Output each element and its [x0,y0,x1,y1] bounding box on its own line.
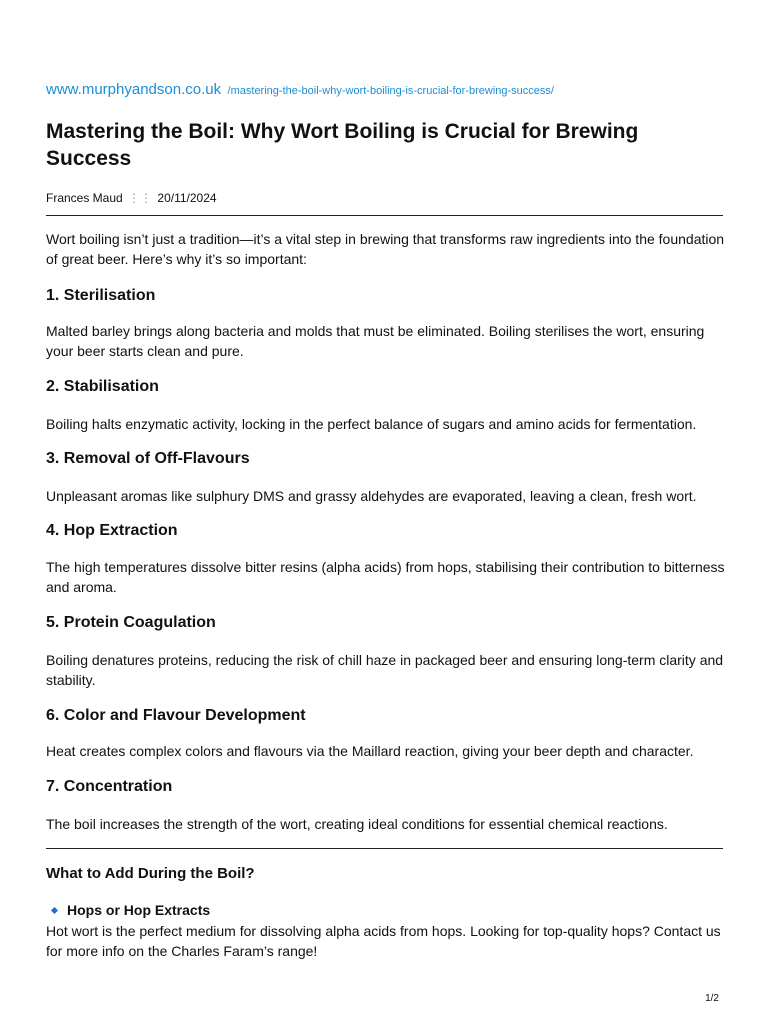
diamond-bullet-icon [51,907,58,914]
section-heading: 5. Protein Coagulation [46,614,216,631]
section-heading: 3. Removal of Off-Flavours [46,450,250,467]
url-path-link[interactable]: /mastering-the-boil-why-wort-boiling-is-crucial-for-brewing-success/ [227,85,554,97]
section-body: Boiling denatures proteins, reducing the risk of chill haze in packaged beer and ensuring long-term clarity and stability. [46,652,724,688]
section-heading: 7. Concentration [46,778,173,795]
add-during-boil-heading: What to Add During the Boil? [46,865,255,882]
publish-date: 20/11/2024 [157,191,217,205]
intro-paragraph: Wort boiling isn’t just a tradition—it’s a vital step in brewing that transforms raw ingredients into the foundation of great beer. Here’s why it’s so important: [46,231,725,267]
page-number: 1/2 [705,993,719,1004]
bullet-item-title [46,900,210,920]
byline-separator-icon: ⋮⋮ [128,191,153,205]
section-body: Malted barley brings along bacteria and molds that must be eliminated. Boiling sterilises the wort, ensuring your beer starts clean and pure. [46,323,705,359]
section-body: Heat creates complex colors and flavours via the Maillard reaction, giving your beer depth and character. [46,743,694,759]
section-divider [46,848,723,849]
article-title: Mastering the Boil: Why Wort Boiling is Crucial for Brewing Success [46,120,639,170]
bullet-item-body: Hot wort is the perfect medium for dissolving alpha acids from hops. Looking for top-quality hops? Contact us for more info on the Charles Faram’s range! [46,923,721,959]
top-divider [46,215,723,216]
byline [46,191,217,205]
author-name: Frances Maud [46,191,123,205]
section-body: The high temperatures dissolve bitter resins (alpha acids) from hops, stabilising their contribution to bitterness and aroma. [46,559,725,595]
section-heading: 4. Hop Extraction [46,522,178,539]
url-domain-link[interactable]: www.murphyandson.co.uk [46,81,222,98]
section-body: The boil increases the strength of the wort, creating ideal conditions for essential chemical reactions. [46,816,668,832]
section-heading: 1. Sterilisation [46,287,156,304]
bullet-title-text: Hops or Hop Extracts [67,902,211,918]
section-body: Boiling halts enzymatic activity, locking in the perfect balance of sugars and amino acids for fermentation. [46,416,697,432]
source-url[interactable] [46,81,554,99]
section-heading: 2. Stabilisation [46,378,159,395]
section-body: Unpleasant aromas like sulphury DMS and grassy aldehydes are evaporated, leaving a clean, fresh wort. [46,488,697,504]
section-heading: 6. Color and Flavour Development [46,707,306,724]
